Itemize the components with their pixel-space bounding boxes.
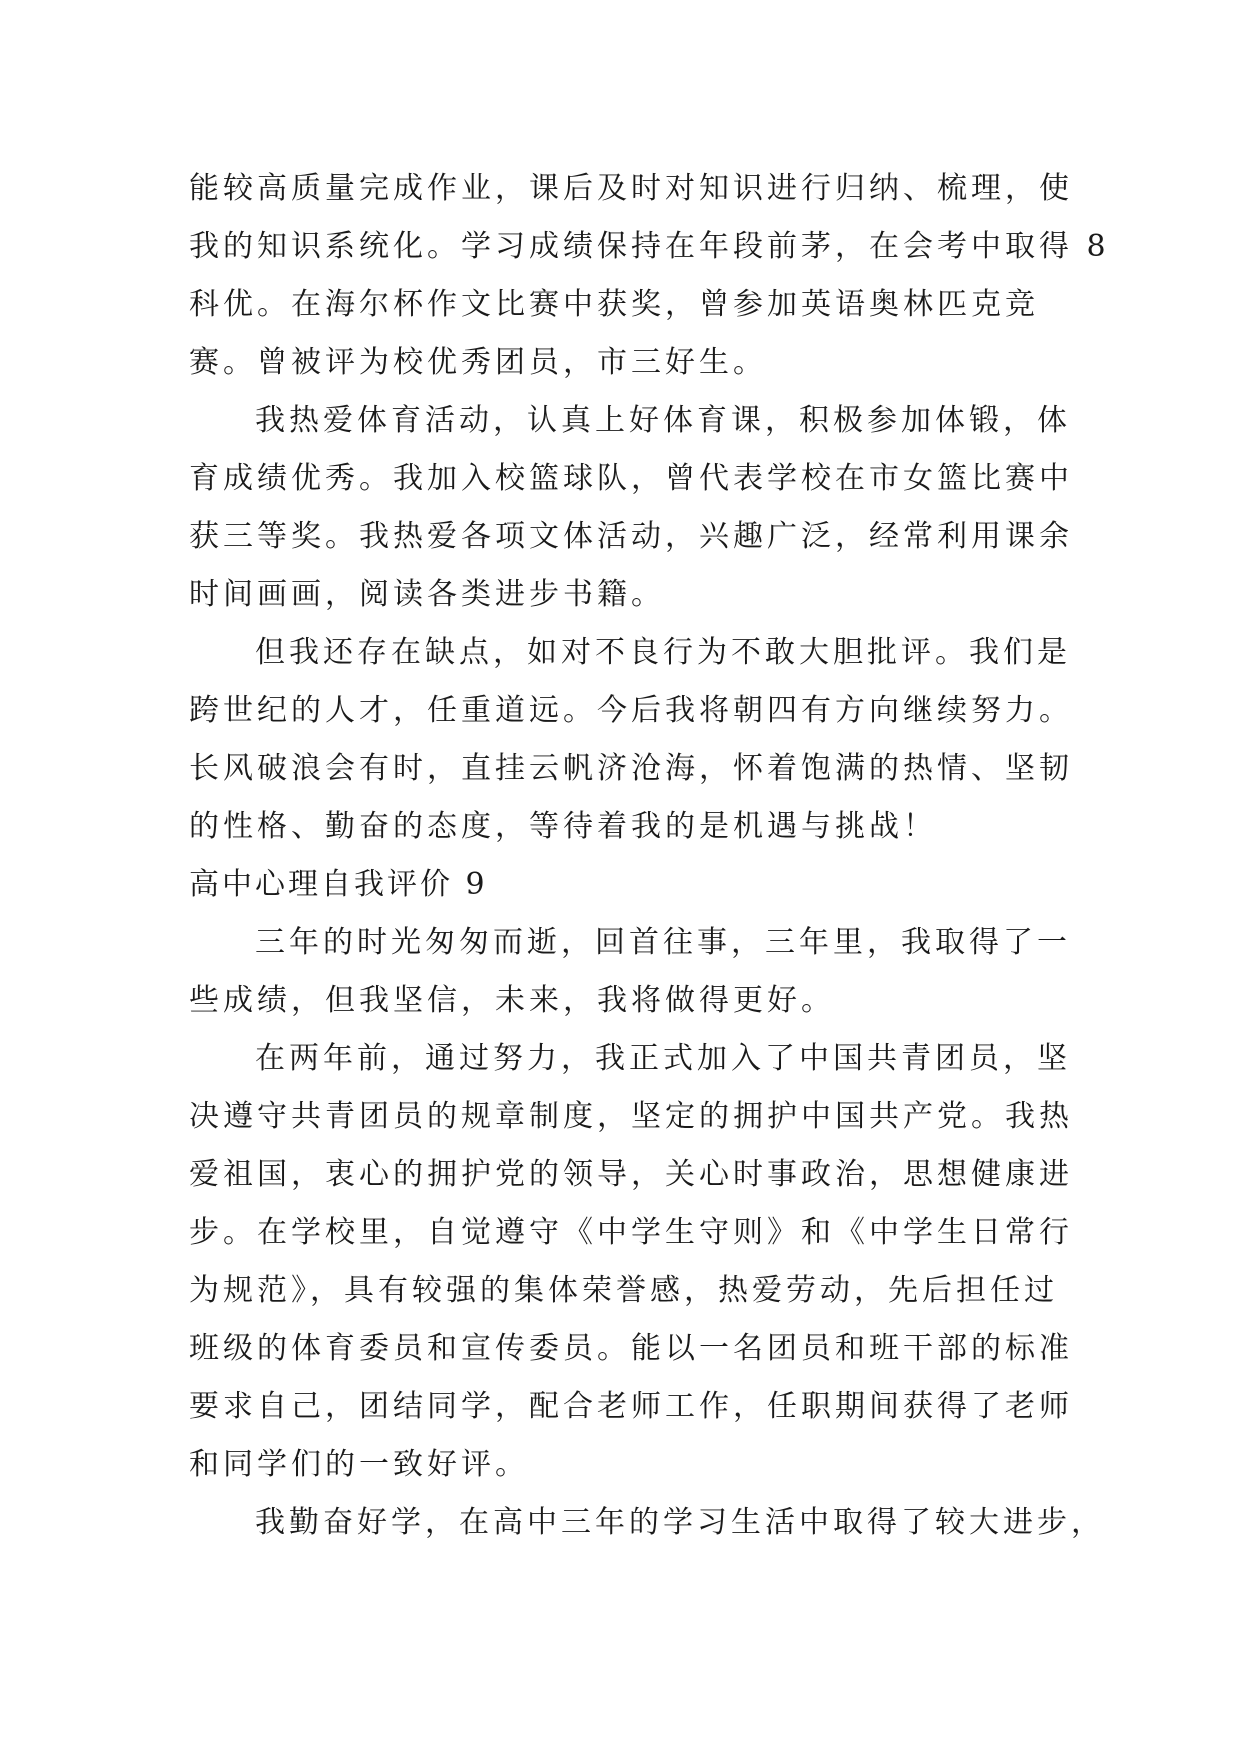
text-line: 我的知识系统化。学习成绩保持在年段前茅，在会考中取得 8	[189, 229, 1110, 264]
paragraph-5	[189, 1030, 1073, 1494]
text-line: 我热爱体育活动，认真上好体育课，积极参加体锻，体	[255, 403, 1071, 438]
text-line: 获三等奖。我热爱各项文体活动，兴趣广泛，经常利用课余	[189, 519, 1073, 554]
paragraph-6	[189, 1494, 1105, 1552]
text-line: 班级的体育委员和宣传委员。能以一名团员和班干部的标准	[189, 1331, 1073, 1366]
text-line: 赛。曾被评为校优秀团员，市三好生。	[189, 345, 767, 380]
text-line: 三年的时光匆匆而逝，回首往事，三年里，我取得了一	[255, 925, 1071, 960]
paragraph-2	[189, 392, 1073, 624]
text-line: 育成绩优秀。我加入校篮球队，曾代表学校在市女篮比赛中	[189, 461, 1073, 496]
text-line: 和同学们的一致好评。	[189, 1447, 529, 1482]
text-line: 时间画画，阅读各类进步书籍。	[189, 577, 665, 612]
text-line: 爱祖国，衷心的拥护党的领导，关心时事政治，思想健康进	[189, 1157, 1073, 1192]
text-line: 的性格、勤奋的态度，等待着我的是机遇与挑战！	[189, 809, 937, 844]
text-line: 但我还存在缺点，如对不良行为不敢大胆批评。我们是	[255, 635, 1071, 670]
paragraph-1	[189, 160, 1110, 392]
paragraph-3	[189, 624, 1073, 856]
text-line: 能较高质量完成作业，课后及时对知识进行归纳、梳理，使	[189, 171, 1073, 206]
text-line: 为规范》，具有较强的集体荣誉感，热爱劳动，先后担任过	[189, 1273, 1058, 1308]
section-heading: 高中心理自我评价 9	[189, 867, 488, 902]
text-line: 决遵守共青团员的规章制度，坚定的拥护中国共产党。我热	[189, 1099, 1073, 1134]
paragraph-4	[189, 914, 1071, 1030]
text-line: 步。在学校里，自觉遵守《中学生守则》和《中学生日常行	[189, 1215, 1073, 1250]
text-line: 跨世纪的人才，任重道远。今后我将朝四有方向继续努力。	[189, 693, 1073, 728]
text-line: 我勤奋好学，在高中三年的学习生活中取得了较大进步，	[255, 1505, 1105, 1540]
text-line: 在两年前，通过努力，我正式加入了中国共青团员，坚	[255, 1041, 1071, 1076]
text-line: 长风破浪会有时，直挂云帆济沧海，怀着饱满的热情、坚韧	[189, 751, 1073, 786]
text-line: 要求自己，团结同学，配合老师工作，任职期间获得了老师	[189, 1389, 1073, 1424]
text-line: 些成绩，但我坚信，未来，我将做得更好。	[189, 983, 835, 1018]
text-line: 科优。在海尔杯作文比赛中获奖，曾参加英语奥林匹克竞	[189, 287, 1039, 322]
document-body	[189, 160, 1110, 1552]
